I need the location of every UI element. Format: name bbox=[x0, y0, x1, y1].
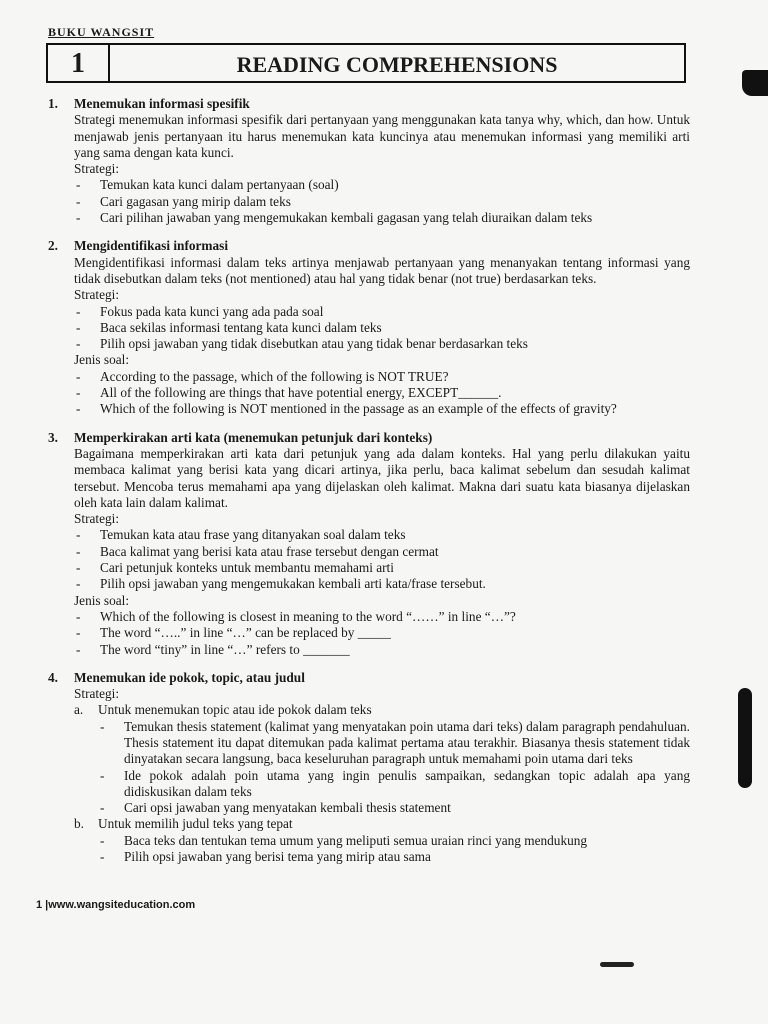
list-item: - Cari opsi jawaban yang menyatakan kembali thesis statement bbox=[98, 800, 690, 816]
question-type-label: Jenis soal: bbox=[74, 592, 130, 608]
subsection-list bbox=[98, 833, 690, 866]
list-item: - Pilih opsi jawaban yang tidak disebutkan atau yang tidak benar berdasarkan teks bbox=[74, 336, 690, 352]
section-paragraph: Strategi menemukan informasi spesifik dari pertanyaan yang menggunakan kata tanya why, which, dan how. Untuk menjawab jenis pertanyaan itu harus menemukan kata kuncinya atau menemukan informasi yang memiliki arti yang sama dengan kata kunci. bbox=[74, 112, 690, 160]
list-item: - The word “tiny” in line “…” refers to _______ bbox=[74, 642, 690, 658]
list-item: - Temukan kata atau frase yang ditanyakan soal dalam teks bbox=[74, 527, 690, 543]
strategy-list bbox=[74, 304, 690, 353]
subsection-text: Untuk menemukan topic atau ide pokok dalam teks bbox=[98, 702, 372, 718]
list-item: - Temukan thesis statement (kalimat yang menyatakan poin utama dari teks) dalam paragraph pendahuluan. Thesis statement itu dapat ditemukan pada kalimat pertama atau terakhir. Biasanya thesis statement tidak dinyatakan secara langsung, baca keseluruhan paragraph untuk memahami poin utama dari teks bbox=[98, 719, 690, 768]
chapter-title: READING COMPREHENSIONS bbox=[236, 52, 558, 77]
subsection-text: Untuk memilih judul teks yang tepat bbox=[98, 816, 293, 832]
scan-mark-top bbox=[742, 70, 768, 96]
page-footer: 1 |www.wangsiteducation.com bbox=[36, 899, 196, 911]
list-item: - Baca teks dan tentukan tema umum yang meliputi semua uraian rinci yang mendukung bbox=[98, 833, 690, 849]
section-heading: Menemukan ide pokok, topic, atau judul bbox=[74, 669, 305, 685]
strategy-list bbox=[74, 177, 690, 226]
section-paragraph: Mengidentifikasi informasi dalam teks artinya menjawab pertanyaan yang menanyakan tentang informasi yang tidak disebutkan dalam teks (not mentioned) atau hal yang tidak benar (not true) berdasarkan teks. bbox=[74, 254, 690, 286]
chapter-header bbox=[46, 43, 686, 83]
section-paragraph: Bagaimana memperkirakan arti kata dari petunjuk yang ada dalam konteks. Hal yang perlu dilakukan yaitu membaca kalimat yang berisi kata yang dicari artinya, jika perlu, baca kalimat sebelum dan sesudah kalimat tersebut. Mencoba terus memahami apa yang dijelaskan oleh kalimat. Makna dari suatu kata biasanya dijelaskan oleh kata lain dalam kalimat. bbox=[74, 445, 690, 510]
section-heading: Menemukan informasi spesifik bbox=[74, 96, 250, 111]
section-number: 3. bbox=[48, 429, 58, 445]
section-4 bbox=[48, 670, 690, 866]
scan-mark-side bbox=[738, 688, 752, 788]
list-item: - Temukan kata kunci dalam pertanyaan (soal) bbox=[74, 177, 690, 193]
list-item: - Baca kalimat yang berisi kata atau frase tersebut dengan cermat bbox=[74, 544, 690, 560]
subsection-list bbox=[98, 719, 690, 817]
question-list bbox=[74, 369, 690, 418]
section-heading: Mengidentifikasi informasi bbox=[74, 238, 229, 254]
section-number: 2. bbox=[48, 238, 58, 254]
section-number: 1. bbox=[48, 96, 58, 111]
list-item: - Cari gagasan yang mirip dalam teks bbox=[74, 194, 690, 210]
subsection-letter: a. bbox=[74, 702, 84, 718]
section-3 bbox=[48, 430, 690, 658]
list-item: - All of the following are things that have potential energy, EXCEPT______. bbox=[74, 385, 690, 401]
strategy-list bbox=[74, 527, 690, 592]
document-body bbox=[48, 96, 690, 877]
list-item: - Cari petunjuk konteks untuk membantu memahami arti bbox=[74, 560, 690, 576]
strategy-label: Strategi: bbox=[74, 511, 120, 527]
subsection-letter: b. bbox=[74, 816, 84, 832]
question-type-label: Jenis soal: bbox=[74, 352, 130, 368]
list-item: - Ide pokok adalah poin utama yang ingin penulis sampaikan, sedangkan topic adalah apa yang didiskusikan dalam teks bbox=[98, 768, 690, 801]
list-item: - According to the passage, which of the following is NOT TRUE? bbox=[74, 369, 690, 385]
list-item: - Which of the following is NOT mentioned in the passage as an example of the effects of gravity? bbox=[74, 401, 690, 417]
list-item: - Pilih opsi jawaban yang berisi tema yang mirip atau sama bbox=[98, 849, 690, 865]
list-item: - Fokus pada kata kunci yang ada pada soal bbox=[74, 304, 690, 320]
list-item: - Pilih opsi jawaban yang mengemukakan kembali arti kata/frase tersebut. bbox=[74, 576, 690, 592]
question-list bbox=[74, 609, 690, 658]
list-item: - Which of the following is closest in meaning to the word “……” in line “…”? bbox=[74, 609, 690, 625]
list-item: - Baca sekilas informasi tentang kata kunci dalam teks bbox=[74, 320, 690, 336]
section-number: 4. bbox=[48, 669, 58, 685]
strategy-label: Strategi: bbox=[74, 287, 120, 303]
list-item: - Cari pilihan jawaban yang mengemukakan kembali gagasan yang telah diuraikan dalam teks bbox=[74, 210, 690, 226]
list-item: - The word “…..” in line “…” can be replaced by _____ bbox=[74, 625, 690, 641]
subsection-a bbox=[74, 702, 690, 816]
chapter-number: 1 bbox=[48, 45, 110, 81]
section-heading: Memperkirakan arti kata (menemukan petunjuk dari konteks) bbox=[74, 429, 433, 445]
section-2 bbox=[48, 238, 690, 417]
subsection-b bbox=[74, 816, 690, 865]
strategy-label: Strategi: bbox=[74, 686, 120, 702]
brand-label: BUKU WANGSIT bbox=[48, 25, 155, 39]
scan-mark-bottom bbox=[600, 962, 634, 967]
strategy-label: Strategi: bbox=[74, 161, 120, 177]
section-1 bbox=[48, 96, 690, 226]
